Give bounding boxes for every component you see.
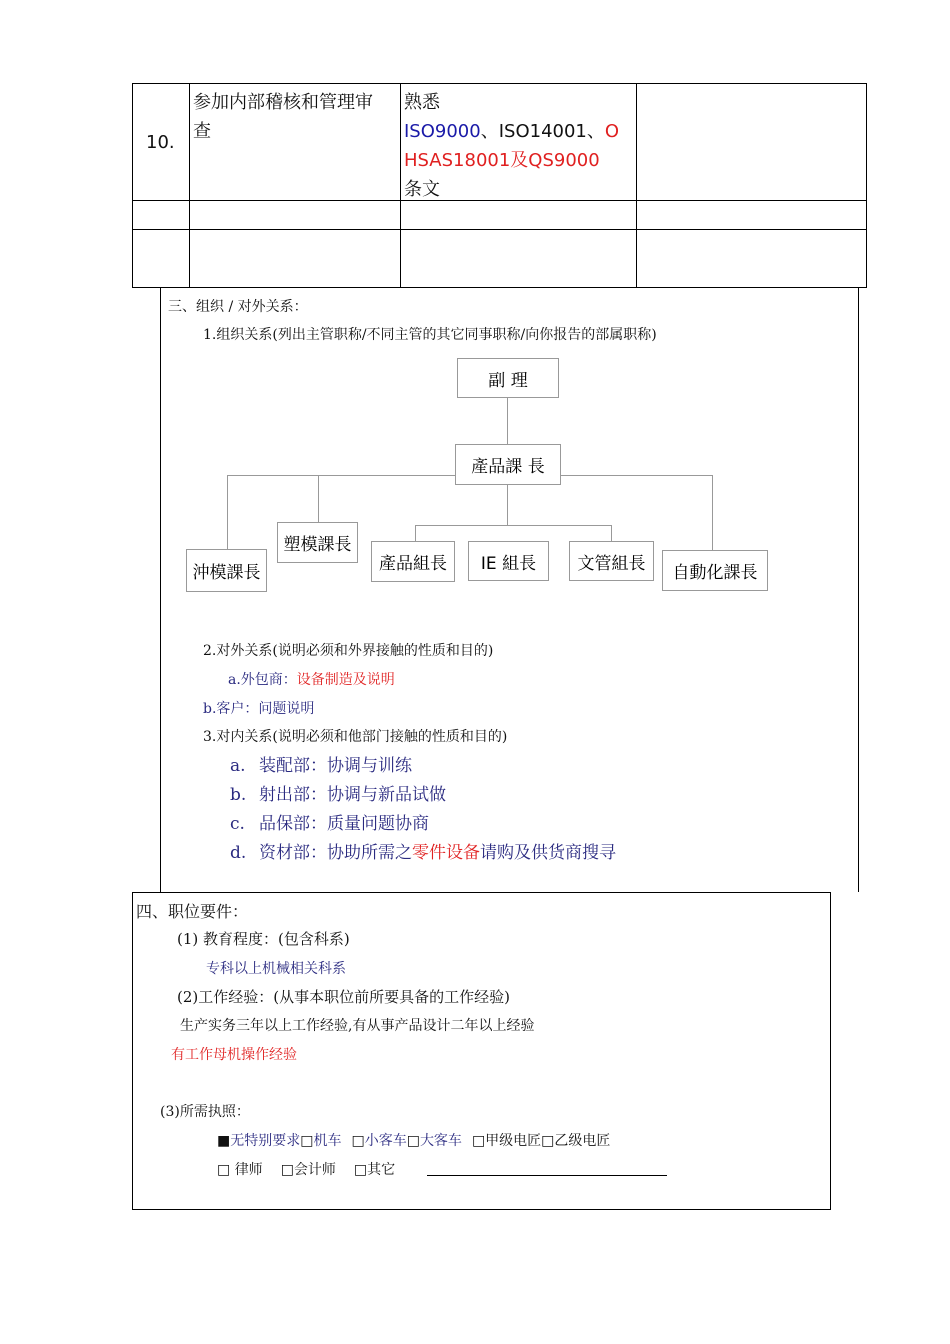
license-none[interactable]: ■无特别要求 xyxy=(217,1133,301,1149)
org-box-deputy: 副 理 xyxy=(457,358,559,398)
task-description xyxy=(193,88,373,146)
org-box-stamping-chief: 沖模課長 xyxy=(186,549,267,592)
internal-item: a. 装配部：协调与训练 xyxy=(230,756,412,776)
checkbox-icon[interactable]: □ xyxy=(471,1133,486,1149)
checked-box-icon[interactable]: ■ xyxy=(217,1133,231,1149)
license-other-blank-line[interactable] xyxy=(427,1175,667,1176)
org-relation-title: 1.组织关系(列出主管职称/不同主管的其它同事职称/向你报告的部属职称) xyxy=(203,327,657,343)
req-line-2 xyxy=(404,117,634,146)
org-box-mold-chief: 塑模課長 xyxy=(277,522,358,563)
org-box-ie-lead: IE 組長 xyxy=(468,541,549,581)
o-text: O xyxy=(604,121,620,142)
section4-heading: 四、职位要件： xyxy=(136,902,249,921)
checkbox-icon[interactable]: □ xyxy=(541,1133,555,1149)
task-line-1: 参加内部稽核和管理审 xyxy=(193,92,373,113)
license-lawyer[interactable]: □ 律师 xyxy=(217,1162,263,1178)
internal-relation-title: 3.对内关系(说明必须和他部门接触的性质和目的) xyxy=(203,729,508,745)
experience-value-2: 有工作母机操作经验 xyxy=(171,1047,297,1063)
qs-text: QS9000 xyxy=(528,150,600,171)
internal-relation-list xyxy=(230,752,616,868)
hsas-text: HSAS18001 xyxy=(404,150,511,171)
license-large-car[interactable]: □大客车 xyxy=(406,1133,462,1149)
checkbox-icon[interactable]: □ xyxy=(280,1162,294,1178)
ji-text: 及 xyxy=(510,150,529,171)
iso9000-text: ISO9000 xyxy=(404,121,481,142)
checkbox-icon[interactable]: □ xyxy=(406,1133,420,1149)
external-b-label: b.客户： xyxy=(203,701,259,717)
org-box-automation-chief: 自動化課長 xyxy=(662,550,768,591)
task-line-2: 查 xyxy=(193,121,211,142)
iso14001-text: 、ISO14001、 xyxy=(480,121,605,142)
education-value: 专科以上机械相关科系 xyxy=(206,961,346,977)
external-item-a xyxy=(228,669,395,689)
internal-item: b. 射出部：协调与新品试做 xyxy=(230,785,446,805)
org-box-doc-lead: 文管組長 xyxy=(569,541,654,581)
section3-left-border xyxy=(160,288,161,892)
req-line-4: 条文 xyxy=(404,179,440,200)
req-line-3 xyxy=(404,146,634,175)
internal-item: c. 品保部：质量问题协商 xyxy=(230,814,429,834)
external-a-label: a.外包商： xyxy=(228,672,297,688)
license-accountant[interactable]: □会计师 xyxy=(280,1162,336,1178)
external-relation-title: 2.对外关系(说明必须和外界接触的性质和目的) xyxy=(203,643,494,659)
section3-heading: 三、组织 / 对外关系： xyxy=(168,299,308,315)
internal-item: d. 资材部：协助所需之零件设备请购及供货商搜寻 xyxy=(230,843,616,863)
checkbox-icon[interactable]: □ xyxy=(353,1162,368,1178)
license-row-1 xyxy=(217,1130,610,1150)
org-box-product-chief: 產品課 長 xyxy=(455,444,561,485)
education-label: (1) 教育程度：(包含科系) xyxy=(177,930,350,948)
section3-right-border xyxy=(858,288,859,892)
org-box-product-lead: 產品組長 xyxy=(371,541,455,582)
requirement-description xyxy=(404,88,634,204)
experience-value-1: 生产实务三年以上工作经验,有从事产品设计二年以上经验 xyxy=(180,1018,535,1034)
external-item-b xyxy=(203,698,314,718)
row-number: 10. xyxy=(146,132,175,153)
external-b-value: 问题说明 xyxy=(258,701,315,717)
license-motorcycle[interactable]: □机车 xyxy=(300,1133,342,1149)
license-row-2 xyxy=(217,1159,395,1179)
experience-label: (2)工作经验：(从事本职位前所要具备的工作经验) xyxy=(177,988,510,1006)
checkbox-icon[interactable]: □ xyxy=(300,1133,314,1149)
license-small-car[interactable]: □小客车 xyxy=(351,1133,407,1149)
checkbox-icon[interactable]: □ xyxy=(351,1133,365,1149)
license-other[interactable]: □其它 xyxy=(353,1162,396,1178)
checkbox-icon[interactable]: □ xyxy=(217,1162,231,1178)
external-a-value: 设备制造及说明 xyxy=(296,672,395,688)
req-line-1: 熟悉 xyxy=(404,92,440,113)
license-label: (3)所需执照： xyxy=(160,1104,250,1120)
license-electrician-a[interactable]: □甲级电匠 xyxy=(471,1133,542,1149)
license-electrician-b[interactable]: □乙级电匠 xyxy=(541,1133,611,1149)
